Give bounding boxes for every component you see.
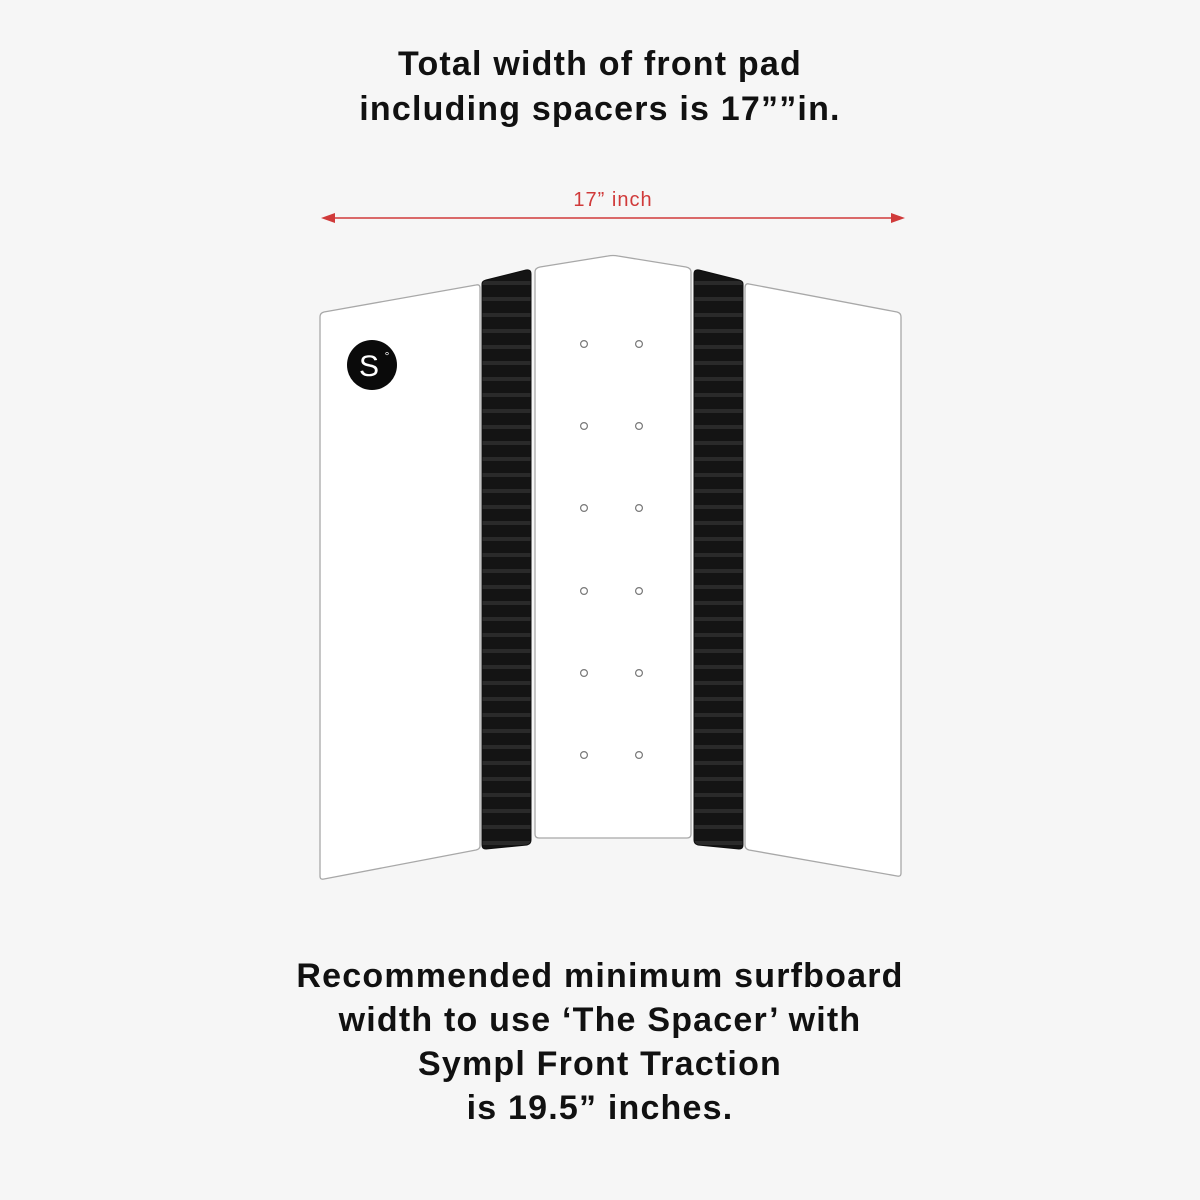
logo-letter: S: [358, 350, 380, 383]
right-spacer: [694, 270, 743, 849]
dimension-arrow: [321, 189, 905, 223]
bottom-heading-line-3: Sympl Front Traction: [417, 1045, 783, 1083]
bottom-heading-line-2: width to use ‘The Spacer’ with: [338, 1001, 862, 1039]
arrowhead-left-icon: [321, 213, 335, 223]
center-pad-panel: [535, 256, 691, 839]
bottom-heading: [0, 954, 1200, 1130]
dimension-label: 17” inch: [573, 189, 653, 211]
left-spacer: [482, 270, 531, 849]
bottom-heading-line-4: is 19.5” inches.: [466, 1089, 734, 1127]
top-heading-line-1: Total width of front pad: [398, 45, 802, 83]
logo-mark: °: [384, 349, 390, 363]
left-pad-panel: [320, 285, 480, 879]
right-pad-panel: [745, 284, 901, 876]
arrowhead-right-icon: [891, 213, 905, 223]
top-heading-line-2: including spacers is 17””in.: [359, 90, 841, 128]
bottom-heading-line-1: Recommended minimum surfboard: [296, 957, 904, 995]
sympl-logo-icon: [347, 340, 397, 390]
